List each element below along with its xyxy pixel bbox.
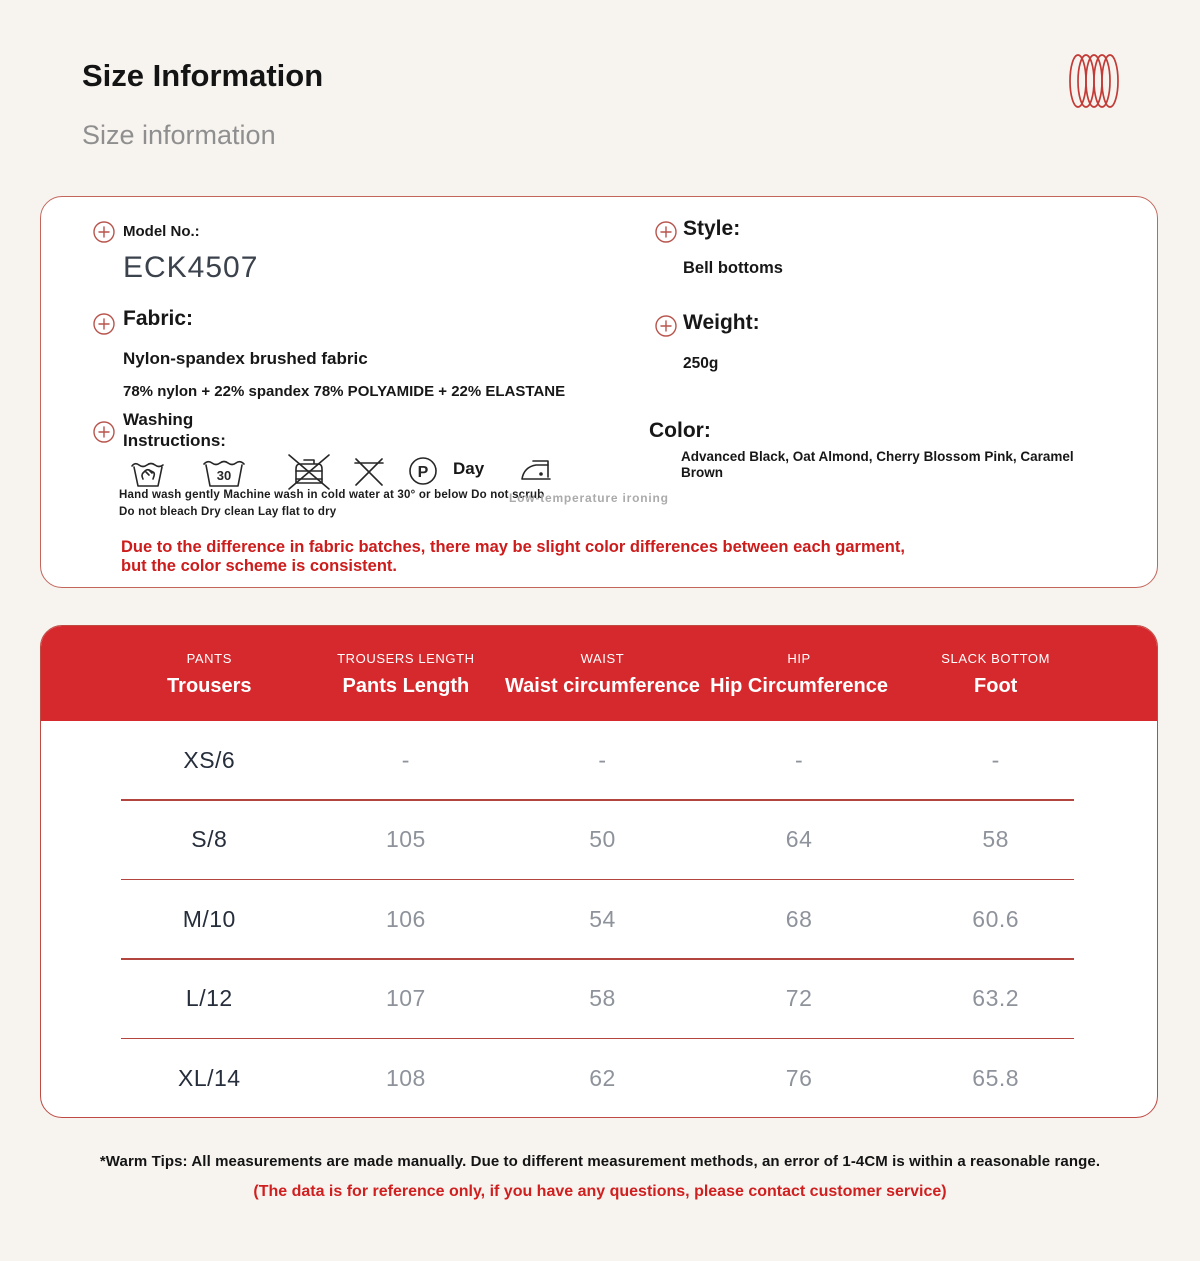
cell-value: 108 (385, 1064, 426, 1091)
page-header (82, 58, 323, 151)
table-row (41, 960, 1157, 1038)
size-label: L/12 (185, 985, 233, 1011)
cell-value: - (794, 746, 804, 773)
color-label: Color: (649, 419, 711, 442)
style-label: Style: (683, 217, 741, 240)
coil-spring-icon (1068, 52, 1120, 110)
table-row (41, 801, 1157, 879)
day-label: Day (453, 459, 485, 478)
do-not-bleach-icon (287, 453, 331, 491)
column-header-slack-bottom (897, 626, 1094, 721)
plus-circle-icon (93, 221, 115, 243)
batch-note-line1: Due to the difference in fabric batches, there may be slight color differences between each garment, (121, 538, 905, 556)
size-label: XL/14 (177, 1064, 241, 1091)
size-table-header (41, 626, 1157, 721)
fabric-composition: 78% nylon + 22% spandex 78% POLYAMIDE + 22% ELASTANE (123, 383, 566, 400)
cell-value: 64 (785, 826, 813, 852)
column-en-label: SLACK BOTTOM (941, 651, 1051, 666)
cell-value: 107 (385, 985, 426, 1011)
color-value: Advanced Black, Oat Almond, Cherry Blossom Pink, Caramel Brown (681, 449, 1074, 481)
reference-note: (The data is for reference only, if you have any questions, please contact customer service) (253, 1183, 947, 1200)
plus-circle-icon (655, 221, 677, 243)
table-row (41, 1039, 1157, 1117)
cell-value: - (401, 746, 410, 773)
do-not-wring-icon (351, 455, 387, 487)
weight-value: 250g (683, 355, 719, 372)
cell-value: 50 (589, 826, 616, 852)
warm-tips-note: *Warm Tips: All measurements are made manually. Due to different measurement methods, an error of 1-4CM is within a reasonable range. (99, 1153, 1101, 1170)
cell-value: 65.8 (972, 1064, 1020, 1091)
machine-wash-temp: 30 (216, 468, 232, 483)
batch-color-note (121, 538, 905, 576)
table-row (41, 721, 1157, 799)
model-value: ECK4507 (123, 251, 259, 284)
column-main-label: Trousers (167, 675, 252, 697)
column-en-label: WAIST (580, 651, 625, 666)
column-header-trousers-length (308, 626, 505, 721)
fabric-label: Fabric: (123, 307, 194, 330)
weight-label: Weight: (683, 311, 760, 334)
fabric-name: Nylon-spandex brushed fabric (123, 349, 368, 368)
machine-wash-30-icon (201, 455, 247, 489)
washing-label: Washing Instructions: (123, 410, 226, 451)
table-row (41, 880, 1157, 958)
model-label: Model No.: (123, 223, 200, 240)
page-title: Size Information (82, 58, 324, 93)
cell-value: - (991, 746, 1000, 773)
cell-value: 62 (589, 1064, 616, 1091)
washing-caption-line2: Do not bleach Dry clean Lay flat to dry (119, 506, 337, 518)
cell-value: 54 (589, 905, 616, 932)
column-main-label: Pants Length (342, 675, 470, 697)
size-label: S/8 (191, 826, 228, 852)
product-info-card (40, 196, 1158, 588)
cell-value: - (598, 746, 607, 773)
cell-value: 106 (385, 905, 426, 932)
cell-value: 72 (785, 985, 813, 1011)
column-header-hip (701, 626, 898, 721)
column-header-pants (111, 626, 308, 721)
ironing-note: Low-temperature ironing (509, 491, 669, 505)
plus-circle-icon (93, 313, 115, 335)
size-table (40, 625, 1158, 1118)
cell-value: 58 (589, 985, 616, 1011)
size-table-body (41, 721, 1157, 1117)
column-en-label: TROUSERS LENGTH (337, 651, 475, 666)
style-value: Bell bottoms (683, 259, 783, 277)
cell-value: 63.2 (972, 985, 1020, 1011)
dry-clean-p-icon (407, 455, 439, 487)
cell-value: 76 (785, 1064, 813, 1091)
column-en-label: PANTS (186, 651, 232, 666)
cell-value: 60.6 (972, 905, 1020, 932)
hand-wash-icon (129, 455, 167, 489)
column-main-label: Waist circumference (505, 675, 700, 697)
low-temperature-iron-icon (519, 455, 555, 485)
column-header-waist (504, 626, 701, 721)
column-en-label: HIP (787, 651, 811, 666)
cell-value: 105 (385, 826, 426, 852)
plus-circle-icon (93, 421, 115, 443)
size-label: M/10 (182, 905, 236, 932)
page-subtitle: Size information (82, 120, 276, 150)
cell-value: 68 (785, 905, 813, 932)
plus-circle-icon (655, 315, 677, 337)
dry-clean-letter: P (417, 464, 429, 481)
column-main-label: Foot (974, 675, 1018, 697)
batch-note-line2: but the color scheme is consistent. (121, 557, 397, 576)
size-label: XS/6 (183, 746, 236, 773)
cell-value: 58 (982, 826, 1009, 852)
column-main-label: Hip Circumference (710, 675, 888, 697)
washing-caption-line1: Hand wash gently Machine wash in cold water at 30° or below Do not scrub (119, 489, 545, 501)
